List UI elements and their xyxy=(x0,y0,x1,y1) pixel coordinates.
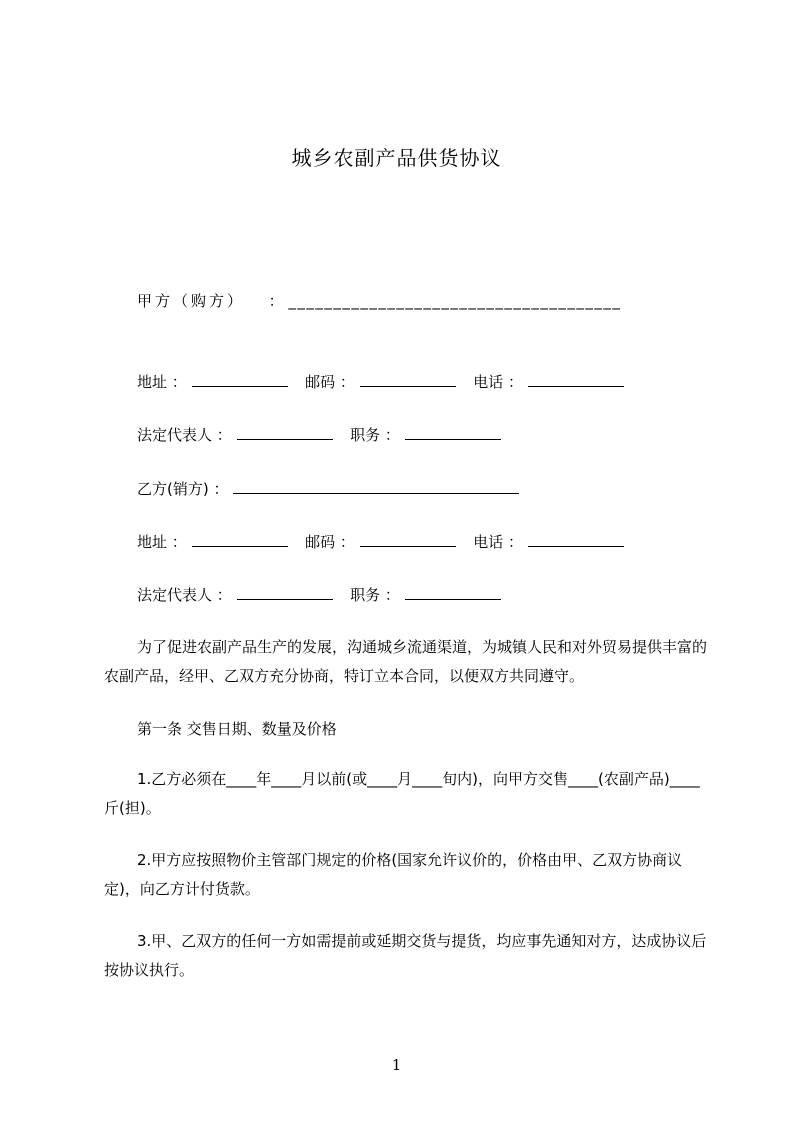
document-title: 城乡农副产品供货协议 xyxy=(291,146,502,170)
party-b-phone-label: 电话 ： xyxy=(473,533,524,551)
party-a-phone-blank xyxy=(528,372,624,387)
party-a-position-label: 职务 ： xyxy=(350,426,400,444)
clause-2: 2.甲方应按照物价主管部门规定的价格(国家允许议价的，价格由甲、乙双方协商议定)，向乙方计付货款。 xyxy=(104,851,683,898)
party-b-phone-blank xyxy=(528,532,624,547)
party-b-postcode-blank xyxy=(360,532,456,547)
party-a-address-label: 地址 ： xyxy=(137,373,187,391)
party-a-legal-rep-label: 法定代表人 ： xyxy=(137,426,232,444)
party-a-blank: _____________________________________ xyxy=(288,292,622,310)
party-b-address-blank xyxy=(192,532,288,547)
party-a-label: 甲方（购方） xyxy=(137,292,246,310)
preamble-paragraph: 为了促进农副产品生产的发展，沟通城乡流通渠道，为城镇人民和对外贸易提供丰富的农副产品，经甲、乙双方充分协商，特订立本合同，以便双方共同遵守。 xyxy=(104,638,708,685)
page-number: 1 xyxy=(391,1056,402,1074)
party-a-line xyxy=(137,291,621,311)
clause-1: 1.乙方必须在____年____月以前(或____月____旬内)，向甲方交售____(农副产品)____斤(担)。 xyxy=(104,770,700,817)
party-a-legal-rep-blank xyxy=(237,425,333,440)
party-b-position-label: 职务 ： xyxy=(350,586,400,604)
party-b-line xyxy=(137,479,519,499)
party-b-legal-rep-label: 法定代表人 ： xyxy=(137,586,232,604)
party-b-legal-rep-row xyxy=(137,585,501,605)
party-a-position-blank xyxy=(405,425,501,440)
party-a-postcode-blank xyxy=(360,372,456,387)
clause-3: 3.甲、乙双方的任何一方如需提前或延期交货与提货，均应事先通知对方，达成协议后按协议执行。 xyxy=(104,932,707,979)
party-b-address-label: 地址 ： xyxy=(137,533,187,551)
party-a-colon: ： xyxy=(268,292,284,310)
party-b-position-blank xyxy=(405,585,501,600)
party-b-legal-rep-blank xyxy=(237,585,333,600)
party-b-label: 乙方(销方) ： xyxy=(137,480,229,498)
party-b-blank xyxy=(233,479,519,494)
party-a-address-blank xyxy=(192,372,288,387)
party-a-postcode-label: 邮码 ： xyxy=(305,373,355,391)
section-1-heading: 第一条 交售日期、数量及价格 xyxy=(137,720,337,738)
party-a-phone-label: 电话 ： xyxy=(473,373,524,391)
party-b-postcode-label: 邮码 ： xyxy=(305,533,355,551)
party-a-address-row xyxy=(137,372,624,392)
party-a-legal-rep-row xyxy=(137,425,501,445)
party-b-address-row xyxy=(137,532,624,552)
